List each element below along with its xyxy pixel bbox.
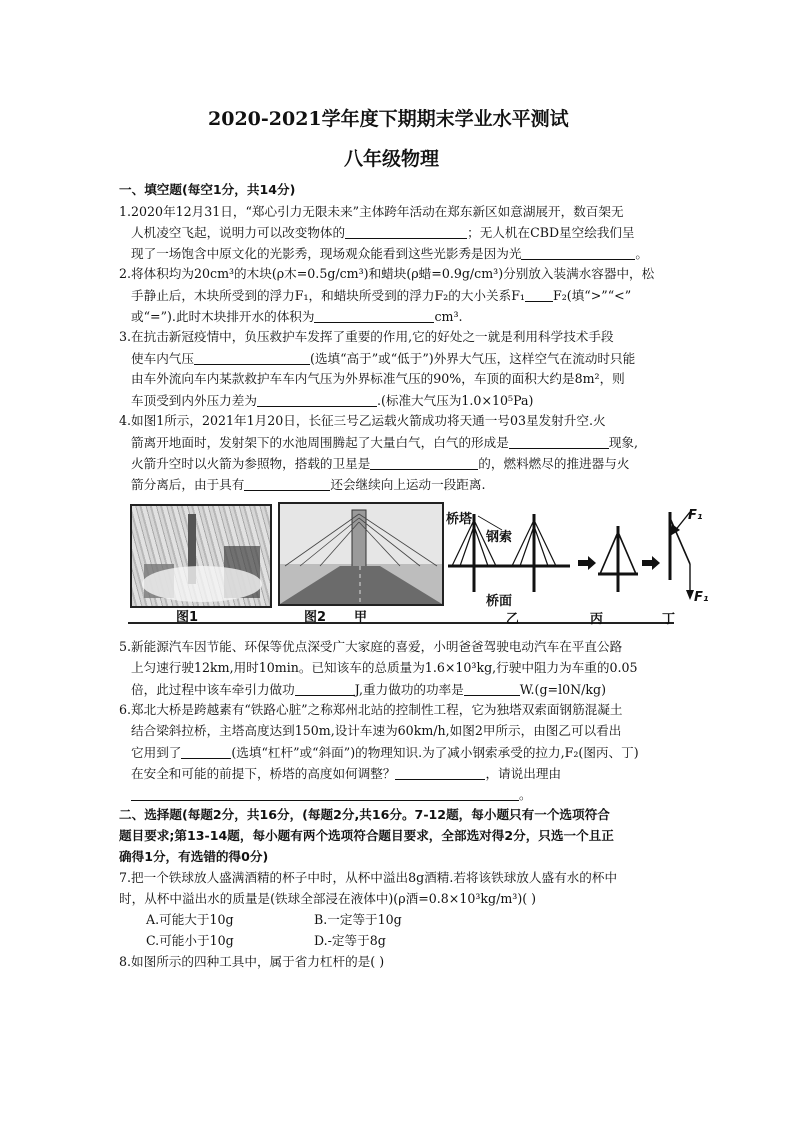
q3-line4 bbox=[131, 394, 533, 408]
q6-line2: 结合梁斜拉桥，主塔高度达到150m,设计车速为60km/h,如图2甲所示，由图乙可以看出 bbox=[131, 723, 622, 738]
q5-line1: 5.新能源汽车因节能、环保等优点深受广大家庭的喜爱，小明爸爸驾驶电动汽车在平直公路 bbox=[119, 639, 623, 654]
q5-answer-blank-1[interactable] bbox=[295, 683, 355, 696]
q6-line3 bbox=[131, 746, 639, 760]
q4-line1: 4.如图1所示，2021年1月20日，长征三号乙运载火箭成功将天通一号03星发射升空.火 bbox=[119, 413, 606, 428]
q6-text-3a: 它用到了 bbox=[131, 745, 182, 760]
q2-text-3b: cm³. bbox=[434, 309, 463, 324]
arrow-icon bbox=[578, 556, 598, 570]
q4-line4 bbox=[131, 478, 485, 492]
q1-text-3b: 。 bbox=[635, 246, 648, 261]
section1-heading: 一、填空题(每空1分，共14分) bbox=[119, 182, 296, 197]
label-f1-upper: F₁ bbox=[688, 508, 703, 523]
q3-line2 bbox=[131, 352, 635, 366]
q3-line1: 3.在抗击新冠疫情中，负压救护车发挥了重要的作用,它的好处之一就是利用科学技术手段 bbox=[119, 329, 614, 344]
q4-text-2a: 箭离开地面时，发射架下的水池周围腾起了大量白气，白气的形成是 bbox=[131, 435, 509, 450]
q5-text-3a: 倍，此过程中该车牵引力做功 bbox=[131, 682, 295, 697]
q3-text-4a: 车顶受到内外压力差为 bbox=[131, 393, 257, 408]
section2-heading-line3: 确得1分，有选错的得0分) bbox=[119, 849, 269, 864]
arrow-icon bbox=[642, 556, 662, 570]
q5-text-3c: W.(g=l0N/kg) bbox=[519, 682, 606, 697]
q1-line2 bbox=[131, 226, 635, 240]
q7-option-c[interactable]: C.可能小于10g bbox=[146, 933, 234, 948]
q2-answer-blank-2[interactable] bbox=[314, 310, 434, 323]
q2-line1: 2.将体积均为20cm³的木块(ρ木=0.5g/cm³)和蜡块(ρ蜡=0.9g/cm³)分别放入装满水容器中，松 bbox=[119, 266, 655, 281]
rocket-launch-scene bbox=[132, 506, 270, 606]
q6-text-4a: 在安全和可能的前提下，桥塔的高度如何调整？ bbox=[131, 766, 396, 781]
label-cable: 钢索 bbox=[486, 530, 513, 545]
q6-text-5: 。 bbox=[519, 787, 532, 802]
section2-heading-line2: 题目要求;第13-14题，每小题有两个选项符合题目要求，全部选对得2分，只选一个且正 bbox=[119, 828, 614, 843]
q3-answer-blank-2[interactable] bbox=[257, 394, 377, 407]
q4-text-4a: 箭分离后，由于具有 bbox=[131, 477, 245, 492]
q4-text-3a: 火箭升空时以火箭为参照物，搭载的卫星是 bbox=[131, 456, 371, 471]
q4-answer-blank-2[interactable] bbox=[370, 457, 478, 470]
q1-line3 bbox=[131, 247, 648, 261]
label-deck: 桥面 bbox=[486, 594, 513, 609]
q7-line1: 7.把一个铁球放人盛满酒精的杯子中时，从杯中溢出8g酒精.若将该铁球放人盛有水的杯中 bbox=[119, 870, 618, 885]
q5-text-3b: J,重力做功的功率是 bbox=[354, 682, 464, 697]
caption-ding: 丁 bbox=[662, 612, 676, 627]
q5-line2: 上匀速行驶12km,用时10min。已知该车的总质量为1.6×10³kg,行驶中阻力为车重的0.05 bbox=[131, 660, 638, 675]
q6-answer-blank-3[interactable] bbox=[131, 788, 519, 801]
caption-figure-2: 图2 bbox=[304, 610, 327, 625]
q6-answer-blank-1[interactable] bbox=[181, 746, 231, 759]
q2-text-2b: F₂(填“>”“<” bbox=[553, 288, 632, 303]
q7-option-b[interactable]: B.一定等于10g bbox=[314, 912, 402, 927]
q4-text-2b: 现象, bbox=[608, 435, 639, 450]
q3-text-2a: 使车内气压 bbox=[131, 351, 194, 366]
q5-line3 bbox=[131, 683, 606, 697]
caption-bing: 丙 bbox=[590, 612, 604, 627]
bridge-photo-scene bbox=[280, 504, 442, 604]
q3-text-4b: .(标准大气压为1.0×10⁵Pa) bbox=[376, 393, 534, 408]
q3-text-2b: (选填“高于”或“低于”)外界大气压，这样空气在流动时只能 bbox=[309, 351, 636, 366]
q7-line2: 时，从杯中溢出水的质量是(铁球全部浸在液体中)(ρ酒=0.8×10³kg/m³)( ) bbox=[119, 891, 537, 906]
q2-line3 bbox=[131, 310, 463, 324]
q2-answer-blank-1[interactable] bbox=[525, 289, 553, 302]
q1-line1: 1.2020年12月31日，“郑心引力无限未来”主体跨年活动在郑东新区如意湖展开，数百架无 bbox=[119, 204, 624, 219]
section2-heading-line1: 二、选择题(每题2分，共16分，(每题2分,共16分。7-12题，每小题只有一个选项符合 bbox=[119, 807, 610, 822]
q6-text-4b: ，请说出理由 bbox=[485, 766, 562, 781]
q8-line1: 8.如图所示的四种工具中，属于省力杠杆的是( ) bbox=[119, 954, 385, 969]
q3-line3: 由车外流向车内某款救护车车内气压为外界标准气压的90%，车顶的面积大约是8m²，则 bbox=[131, 371, 625, 386]
page-title: 2020-2021学年度下期期末学业水平测试 bbox=[208, 108, 569, 130]
caption-yi: 乙 bbox=[506, 612, 520, 627]
q4-line2 bbox=[131, 436, 638, 450]
label-tower: 桥塔 bbox=[446, 512, 473, 527]
figure-strip bbox=[128, 500, 709, 628]
q4-answer-blank-3[interactable] bbox=[244, 478, 330, 491]
caption-jia: 甲 bbox=[354, 610, 368, 625]
lever-diagram-bing bbox=[598, 522, 638, 602]
q6-line4 bbox=[131, 767, 561, 781]
q6-answer-blank-2[interactable] bbox=[395, 767, 485, 780]
q5-answer-blank-2[interactable] bbox=[464, 683, 520, 696]
q4-text-4b: 还会继续向上运动一段距离. bbox=[330, 477, 486, 492]
q1-text-3a: 现了一场饱含中原文化的光影秀，现场观众能看到这些光影秀是因为光 bbox=[131, 246, 522, 261]
q4-answer-blank-1[interactable] bbox=[509, 436, 609, 449]
page-subtitle: 八年级物理 bbox=[344, 148, 440, 170]
q7-option-d[interactable]: D.-定等于8g bbox=[314, 933, 386, 948]
q1-text-2a: 人机凌空飞起，说明力可以改变物体的 bbox=[131, 225, 346, 240]
q1-text-2b: ；无人机在CBD星空绘我们呈 bbox=[467, 225, 635, 240]
q4-text-3b: 的，燃料燃尽的推进器与火 bbox=[478, 456, 630, 471]
q1-answer-blank-1[interactable] bbox=[345, 226, 467, 239]
q4-line3 bbox=[131, 457, 629, 471]
q1-answer-blank-2[interactable] bbox=[521, 247, 635, 260]
q6-text-3b: (选填“杠杆”或“斜面”)的物理知识.为了减小钢索承受的拉力,F₂(图丙、丁) bbox=[231, 745, 639, 760]
figure-1-photo bbox=[130, 504, 272, 608]
q2-line2 bbox=[131, 289, 631, 303]
q7-option-a[interactable]: A.可能大于10g bbox=[146, 912, 234, 927]
q6-line1: 6.郑北大桥是跨越素有“铁路心脏”之称郑州北站的控制性工程，它为独塔双索面钢筋混凝土 bbox=[119, 702, 623, 717]
caption-figure-1: 图1 bbox=[176, 610, 199, 625]
figure-2-photo bbox=[278, 502, 444, 606]
q2-text-3a: 或“=”).此时木块排开水的体积为 bbox=[131, 309, 315, 324]
label-f1-lower: F₁ bbox=[694, 590, 709, 605]
q3-answer-blank-1[interactable] bbox=[194, 352, 310, 365]
q6-line5 bbox=[131, 788, 532, 802]
q2-text-2a: 手静止后，木块所受到的浮力F₁，和蜡块所受到的浮力F₂的大小关系F₁ bbox=[131, 288, 525, 303]
